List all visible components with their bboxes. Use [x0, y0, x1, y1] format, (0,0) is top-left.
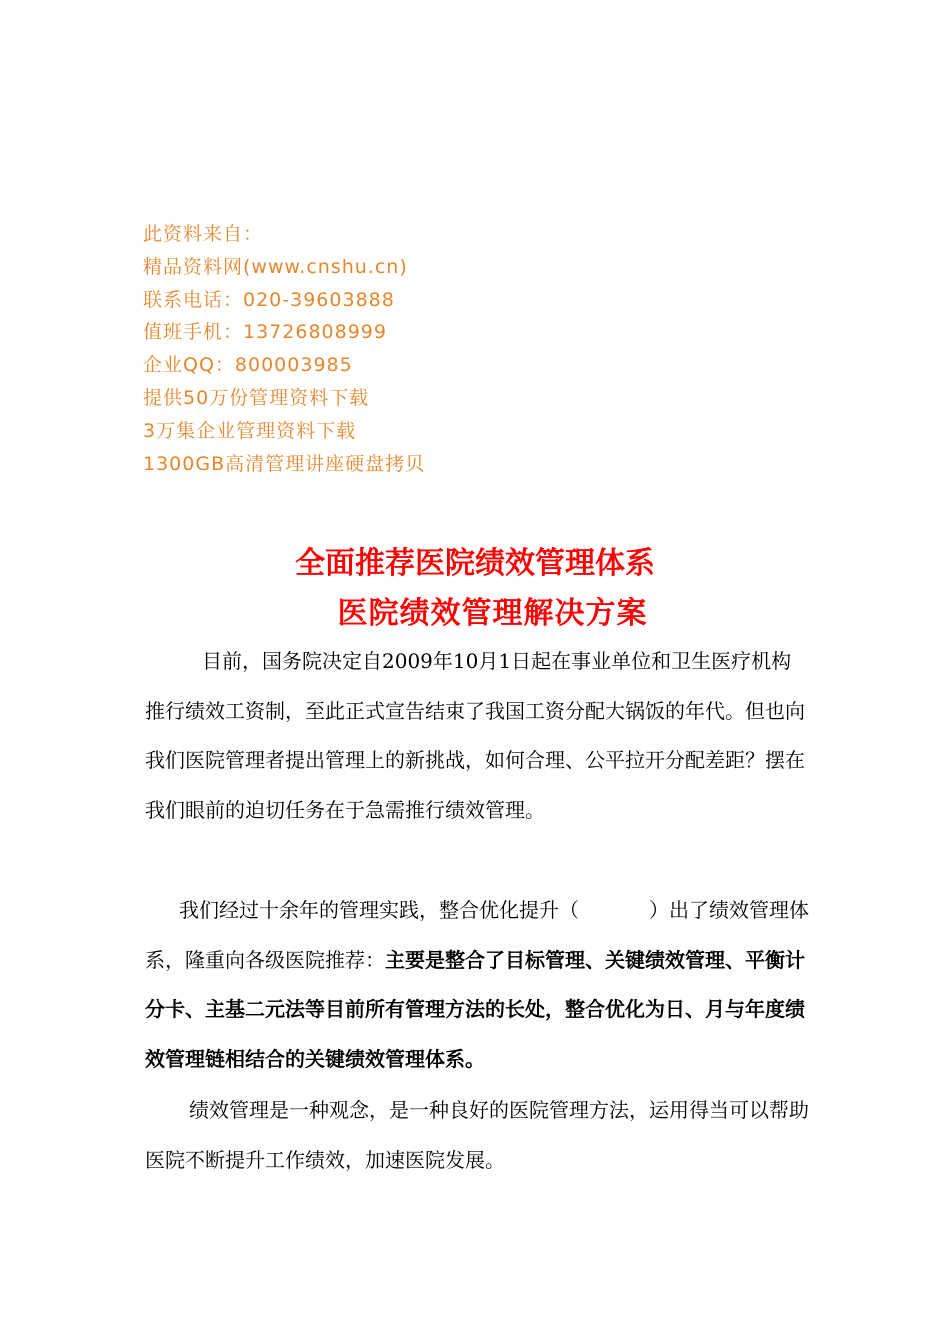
- document-title: 全面推荐医院绩效管理体系: [295, 546, 655, 581]
- source-line-qq: 企业QQ：800003985: [143, 354, 353, 377]
- paragraph-system: [145, 886, 810, 1084]
- source-line-mobile: 值班手机：13726808999: [143, 321, 387, 344]
- document-subtitle: 医院绩效管理解决方案: [337, 596, 648, 631]
- source-line-website: 精品资料网(www.cnshu.cn): [143, 255, 408, 278]
- source-line: 3万集企业管理资料下载: [143, 419, 357, 442]
- paragraph-system-text-a: 我们经过十余年的管理实践，整合优化提升（: [179, 898, 579, 922]
- source-info-block: [143, 218, 643, 480]
- source-line: 此资料来自：: [143, 223, 264, 245]
- source-line-phone: 联系电话：020-39603888: [143, 288, 395, 311]
- paragraph-concept: 绩效管理是一种观念，是一种良好的医院管理方法，运用得当可以帮助医院不断提升工作绩效，加速医院发展。: [145, 1098, 809, 1172]
- paragraph-system-text-b: ）出了绩效管理体系，隆重向各级医院推荐：: [145, 898, 809, 972]
- paragraph-system-emphasis: 主要是整合了目标管理、关键绩效管理、平衡计分卡、主基二元法等目前所有管理方法的长处，整合优化为日、月与年度绩效管理链相结合的关键绩效管理体系。: [145, 947, 805, 1071]
- source-line: 1300GB高清管理讲座硬盘拷贝: [143, 452, 426, 475]
- paragraph-intro: 目前，国务院决定自2009年10月1日起在事业单位和卫生医疗机构推行绩效工资制，至此正式宣告结束了我国工资分配大锅饭的年代。但也向我们医院管理者提出管理上的新挑战，如何合理、公平拉开分配差距？摆在我们眼前的迫切任务在于急需推行绩效管理。: [145, 649, 805, 822]
- source-line: 提供50万份管理资料下载: [143, 386, 370, 409]
